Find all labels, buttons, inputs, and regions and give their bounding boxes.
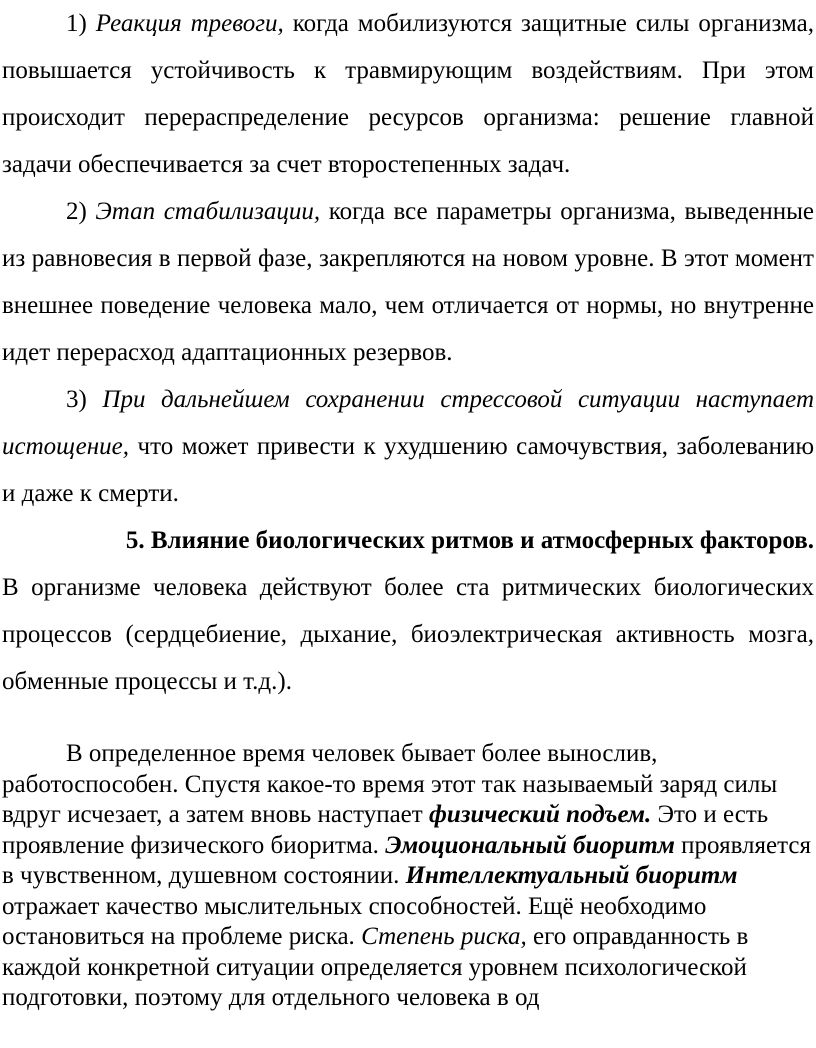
stage-3-title: При дальнейшем сохранении стрессовой ситуации наступает истощение, [2, 386, 814, 460]
section-5-paragraph: В организме человека действуют более ста ритмических биологических процессов (сердцебиение, дыхание, биоэлектрическая активность мозга, обменные процессы и т.д.). [2, 574, 814, 695]
stage-3-paragraph [2, 376, 814, 517]
emotional-text: проявляется в чувственном, душевном состоянии. [2, 831, 811, 889]
stage-2-paragraph [2, 188, 814, 376]
physical-term: физический подъем. [428, 801, 652, 828]
stage-1-number: 1) [66, 10, 96, 37]
biorhythm-block [2, 739, 814, 1014]
stage-1-paragraph [2, 0, 814, 188]
intellectual-term: Интеллектуальный биоритм [405, 862, 738, 889]
risk-term: Степень риска, [361, 923, 527, 950]
stage-2-title: Этап стабилизации, [95, 198, 321, 225]
stress-stages-block [2, 0, 814, 705]
stage-2-number: 2) [66, 198, 96, 225]
stage-1-title: Реакция тревоги, [95, 10, 284, 37]
physical-text: Это и есть проявление физического биоритма. [2, 801, 769, 859]
intellectual-text: отражает качество мыслительных способностей. Ещё необходимо остановиться на проблеме риска. [2, 892, 707, 950]
stage-2-text: когда все параметры организма, выведенные из равновесия в первой фазе, закрепляются на новом уровне. В этот момент внешнее поведение человека мало, чем отличается от нормы, но внутренне идет перерасход адаптационных резервов. [2, 198, 814, 366]
biorhythm-lead: В определенное время человек бывает более вынослив, работоспособен. Спустя какое-то время этот так называемый заряд силы вдруг исчезает, а затем вновь наступает [2, 740, 778, 828]
stage-3-number: 3) [66, 386, 103, 413]
section-5-heading: 5. Влияние биологических ритмов и атмосферных факторов. [125, 527, 814, 554]
biorhythm-paragraph [2, 739, 814, 1014]
risk-text: его оправданность в каждой конкретной ситуации определяется уровнем психологической подготовки, поэтому для отдельного человека в од [2, 923, 749, 1011]
stage-3-text: что может привести к ухудшению самочувствия, заболеванию и даже к смерти. [2, 433, 814, 507]
emotional-term: Эмоциональный биоритм [385, 831, 675, 859]
stage-1-text: когда мобилизуются защитные силы организма, повышается устойчивость к травмирующим воздействиям. При этом происходит перераспределение ресурсов организма: решение главной задачи обеспечивается за счет второстепенных задач. [2, 10, 814, 178]
